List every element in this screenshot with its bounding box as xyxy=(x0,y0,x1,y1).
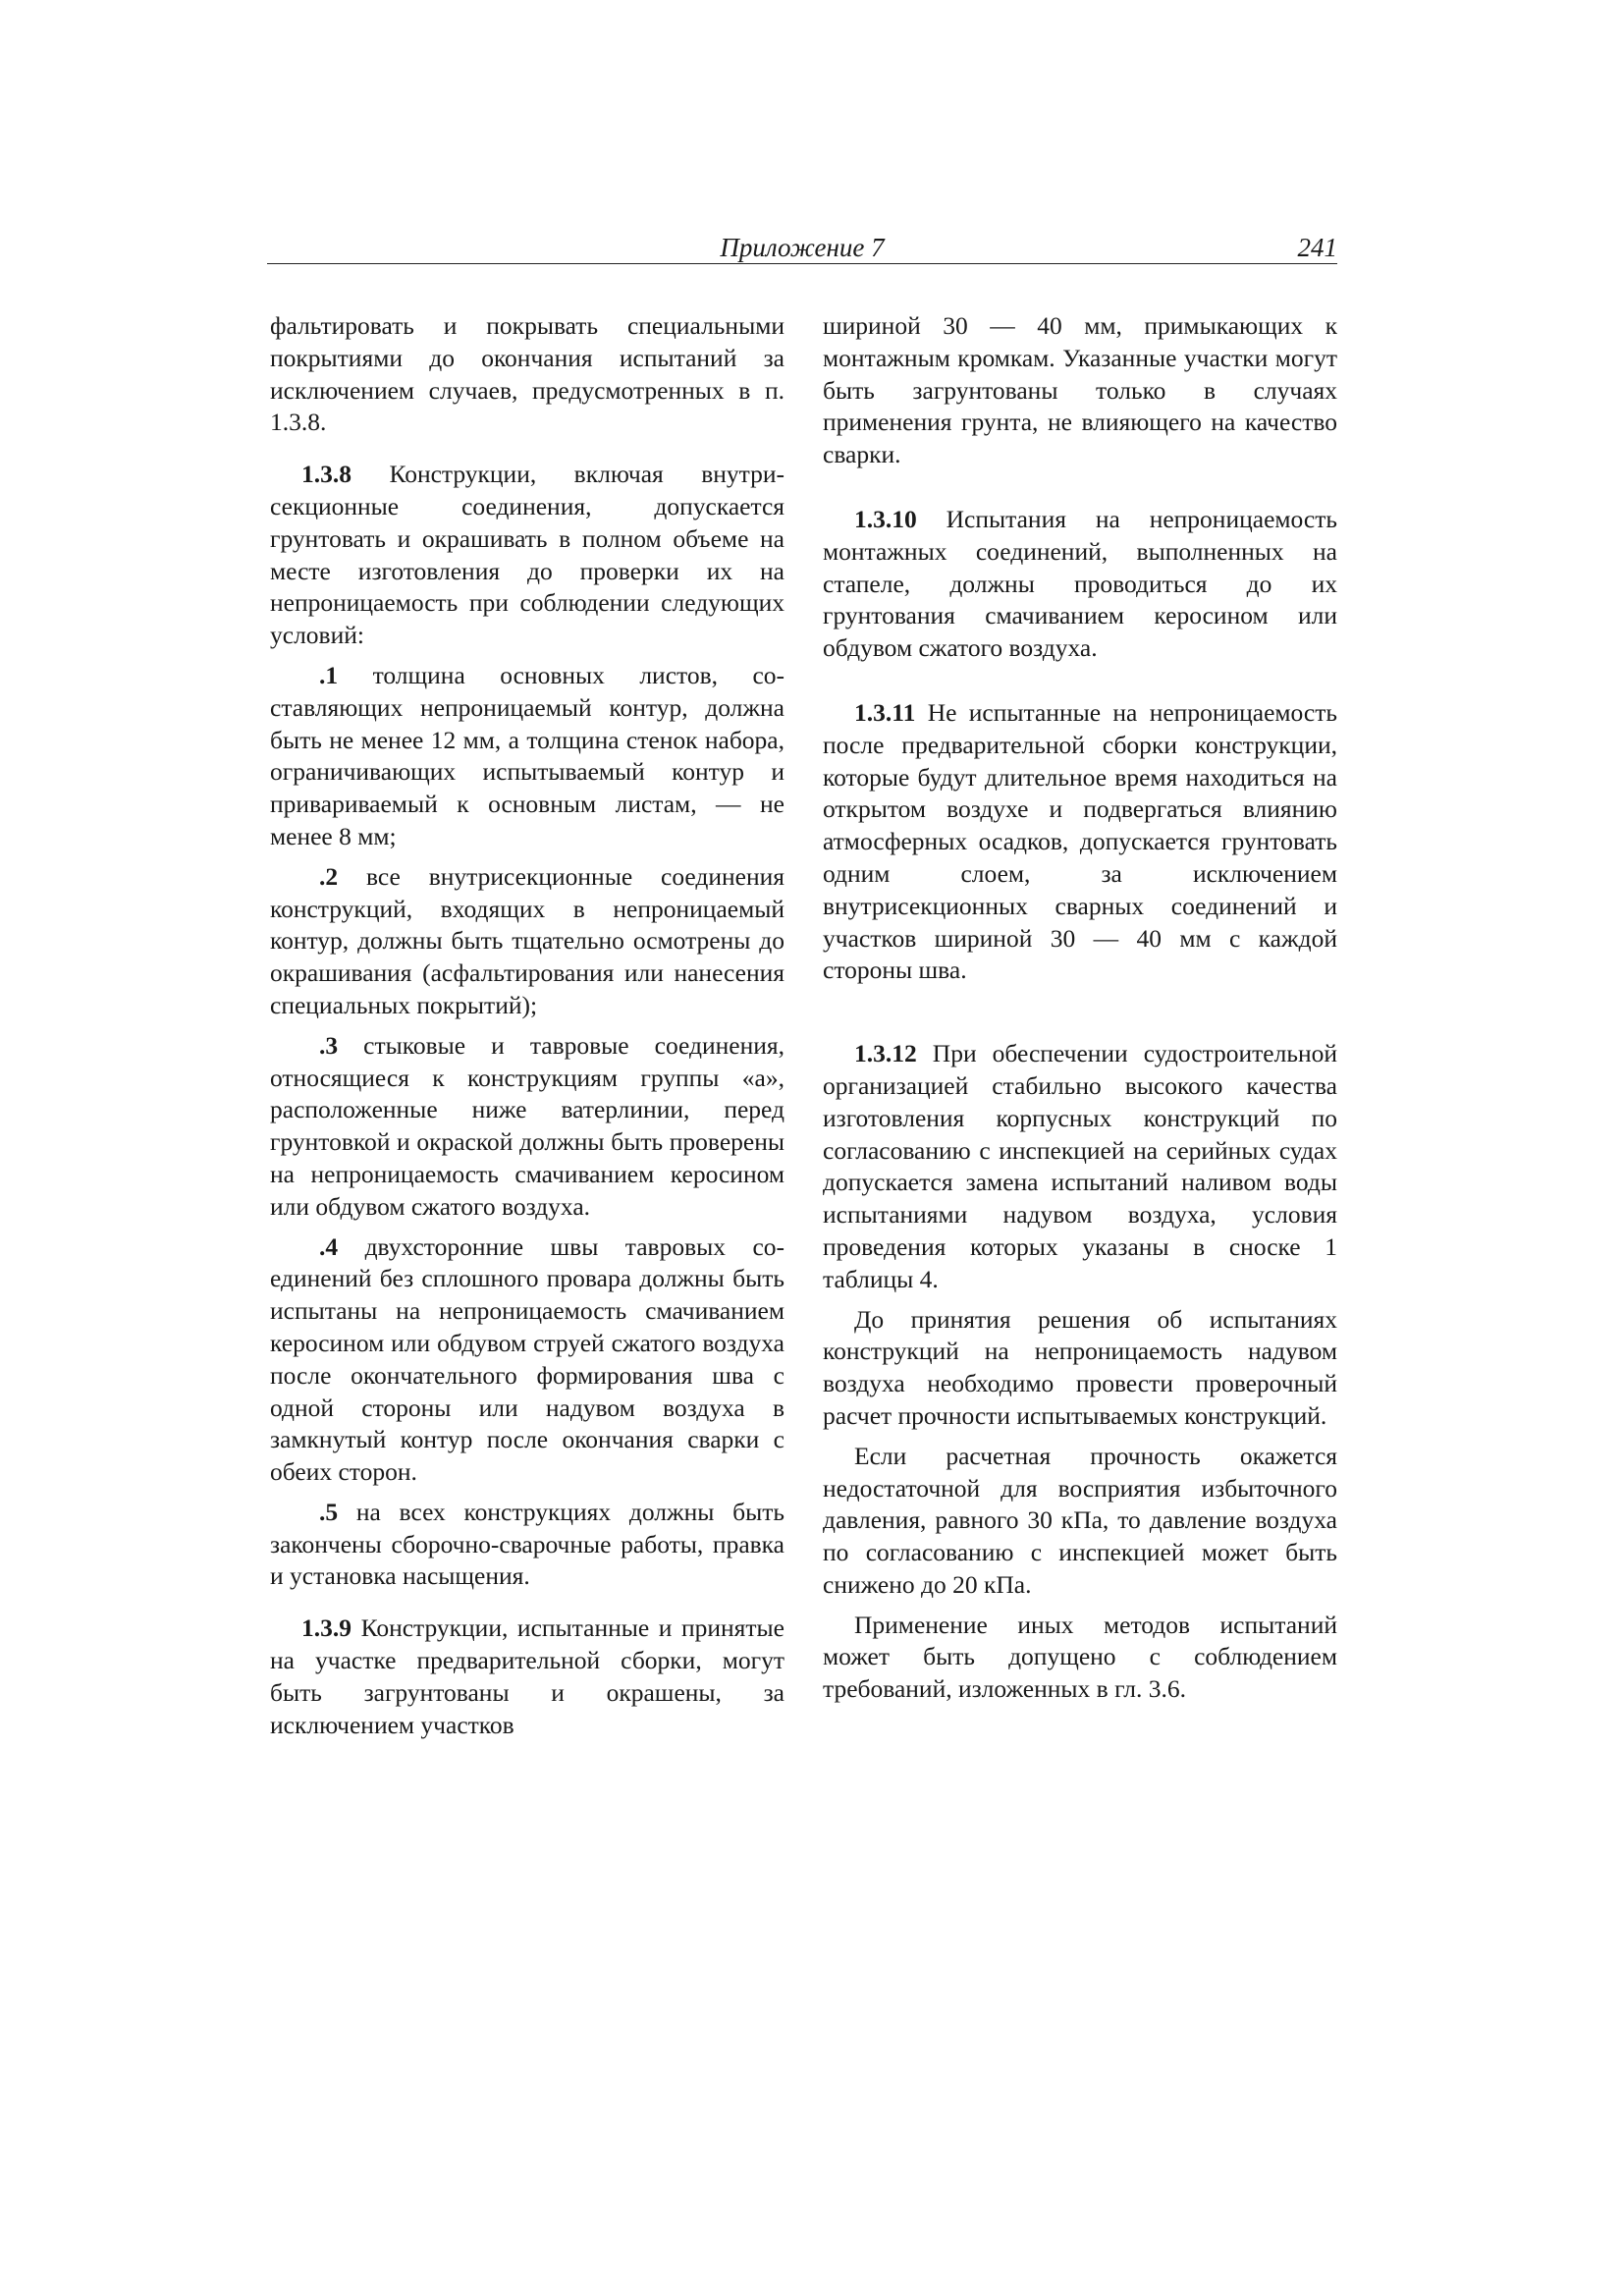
list-text: все внутрисекционные соединения конструкций, входящих в непроницаемый контур, должны быть тщательно осмотрены до окрашивания (асфальтирования или нанесения специальных покрытий); xyxy=(270,861,785,1019)
paragraph xyxy=(823,1610,1337,1706)
left-column xyxy=(270,310,784,1741)
paragraph-text: При обеспечении судостроительной организацией стабильно высокого качества изготовления корпусных конструкций по согласованию с инспекцией на серийных судах допускается замена испытаний наливом воды испытаниями надувом воздуха, условия проведения которых указаны в сноске 1 таблицы 4. xyxy=(823,1039,1337,1293)
paragraph xyxy=(823,1304,1337,1433)
paragraph-continued xyxy=(270,310,784,439)
running-title: Приложение 7 xyxy=(720,233,885,262)
paragraph-text: Конструкции, испытанные и принятые на участке предварительной сборки, могут быть загрунтованы и окрашены, за исключением участков xyxy=(270,1613,784,1739)
list-number: .5 xyxy=(319,1497,339,1526)
right-column xyxy=(823,310,1337,1706)
paragraph-text: фальтировать и покрывать специальными покрытиями до окончания испытаний за исключением случаев, предусмотренных в п. 1.3.8. xyxy=(270,311,784,437)
clause-number: 1.3.11 xyxy=(854,697,916,727)
paragraph-text: Конструкции, включая внутрисекционные соединения, допускается грунтовать и окрашивать в полном объеме на месте изготовления до проверки их на непроницаемость при соблюдении следующих условий: xyxy=(270,460,785,650)
clause-number: 1.3.10 xyxy=(854,504,917,533)
paragraph-text: Испытания на непроницаемость монтажных соединений, выполненных на стапеле, должны проводиться до их грунтования смачиванием керосином или обдувом сжатого воздуха. xyxy=(823,504,1337,663)
clause-1-3-12 xyxy=(823,1038,1337,1295)
list-text: двухсторонние швы тавровых соединений без сплошного провара должны быть испытаны на непроницаемость смачиванием керосином или обдувом струей сжатого воздуха после окончательного формирования шва с одной стороны или надувом воздуха в замкнутый контур после окончания сварки с обеих сторон. xyxy=(270,1231,785,1487)
paragraph xyxy=(823,1441,1337,1602)
list-number: .4 xyxy=(319,1231,339,1261)
paragraph-text: Применение иных методов испытаний может быть допущено с соблюдением требований, изложенных в гл. 3.6. xyxy=(823,1610,1337,1704)
list-item-4 xyxy=(270,1231,784,1489)
list-item-2 xyxy=(270,861,784,1022)
list-item-1 xyxy=(270,660,784,853)
header-rule xyxy=(267,263,1337,264)
clause-1-3-8 xyxy=(270,459,784,652)
paragraph-text: Не испытанные на непроницаемость после предварительной сборки конструкции, которые будут длительное время находиться на открытом воздухе и подвергаться влиянию атмосферных осадков, допускается грунтовать одним слоем, за исключением внутрисекционных сварных соединений и участков шириной 30 — 40 мм с каждой стороны шва. xyxy=(823,697,1338,985)
clause-number: 1.3.12 xyxy=(854,1039,917,1068)
clause-number: 1.3.8 xyxy=(301,460,352,489)
page-number: 241 xyxy=(1297,233,1337,262)
clause-1-3-10 xyxy=(823,504,1337,665)
list-item-5 xyxy=(270,1497,784,1593)
list-number: .3 xyxy=(319,1030,339,1060)
list-text: толщина основных листов, составляющих непроницаемый контур, должна быть не менее 12 мм, а толщина стенок набора, ограничивающих испытываемый контур и привариваемый к основным листам, — не менее 8 мм; xyxy=(270,660,785,850)
list-text: стыковые и тавровые соединения, относящиеся к конструкциям группы «а», расположенные ниже ватерлинии, перед грунтовкой и окраской должны быть проверены на непроницаемость смачиванием керосином или обдувом сжатого воздуха. xyxy=(270,1030,785,1221)
page-header xyxy=(267,232,1337,263)
list-item-3 xyxy=(270,1030,784,1224)
paragraph-text: Если расчетная прочность окажется недостаточной для восприятия избыточного давления, равного 30 кПа, то давление воздуха по согласованию с инспекцией может быть снижено до 20 кПа. xyxy=(823,1441,1337,1599)
list-text: на всех конструкциях должны быть закончены сборочно-сварочные работы, правка и установка насыщения. xyxy=(270,1497,784,1591)
list-number: .2 xyxy=(319,861,339,891)
clause-number: 1.3.9 xyxy=(301,1613,352,1643)
paragraph-continued xyxy=(823,310,1337,471)
list-number: .1 xyxy=(319,660,339,689)
clause-1-3-9 xyxy=(270,1613,784,1741)
clause-1-3-11 xyxy=(823,697,1337,987)
paragraph-text: шириной 30 — 40 мм, примыкающих к монтажным кромкам. Указанные участки могут быть загрунтованы только в случаях применения грунта, не влияющего на качество сварки. xyxy=(823,311,1337,469)
paragraph-text: До принятия решения об испытаниях конструкций на непроницаемость надувом воздуха необходимо провести проверочный расчет прочности испытываемых конструкций. xyxy=(823,1304,1337,1430)
